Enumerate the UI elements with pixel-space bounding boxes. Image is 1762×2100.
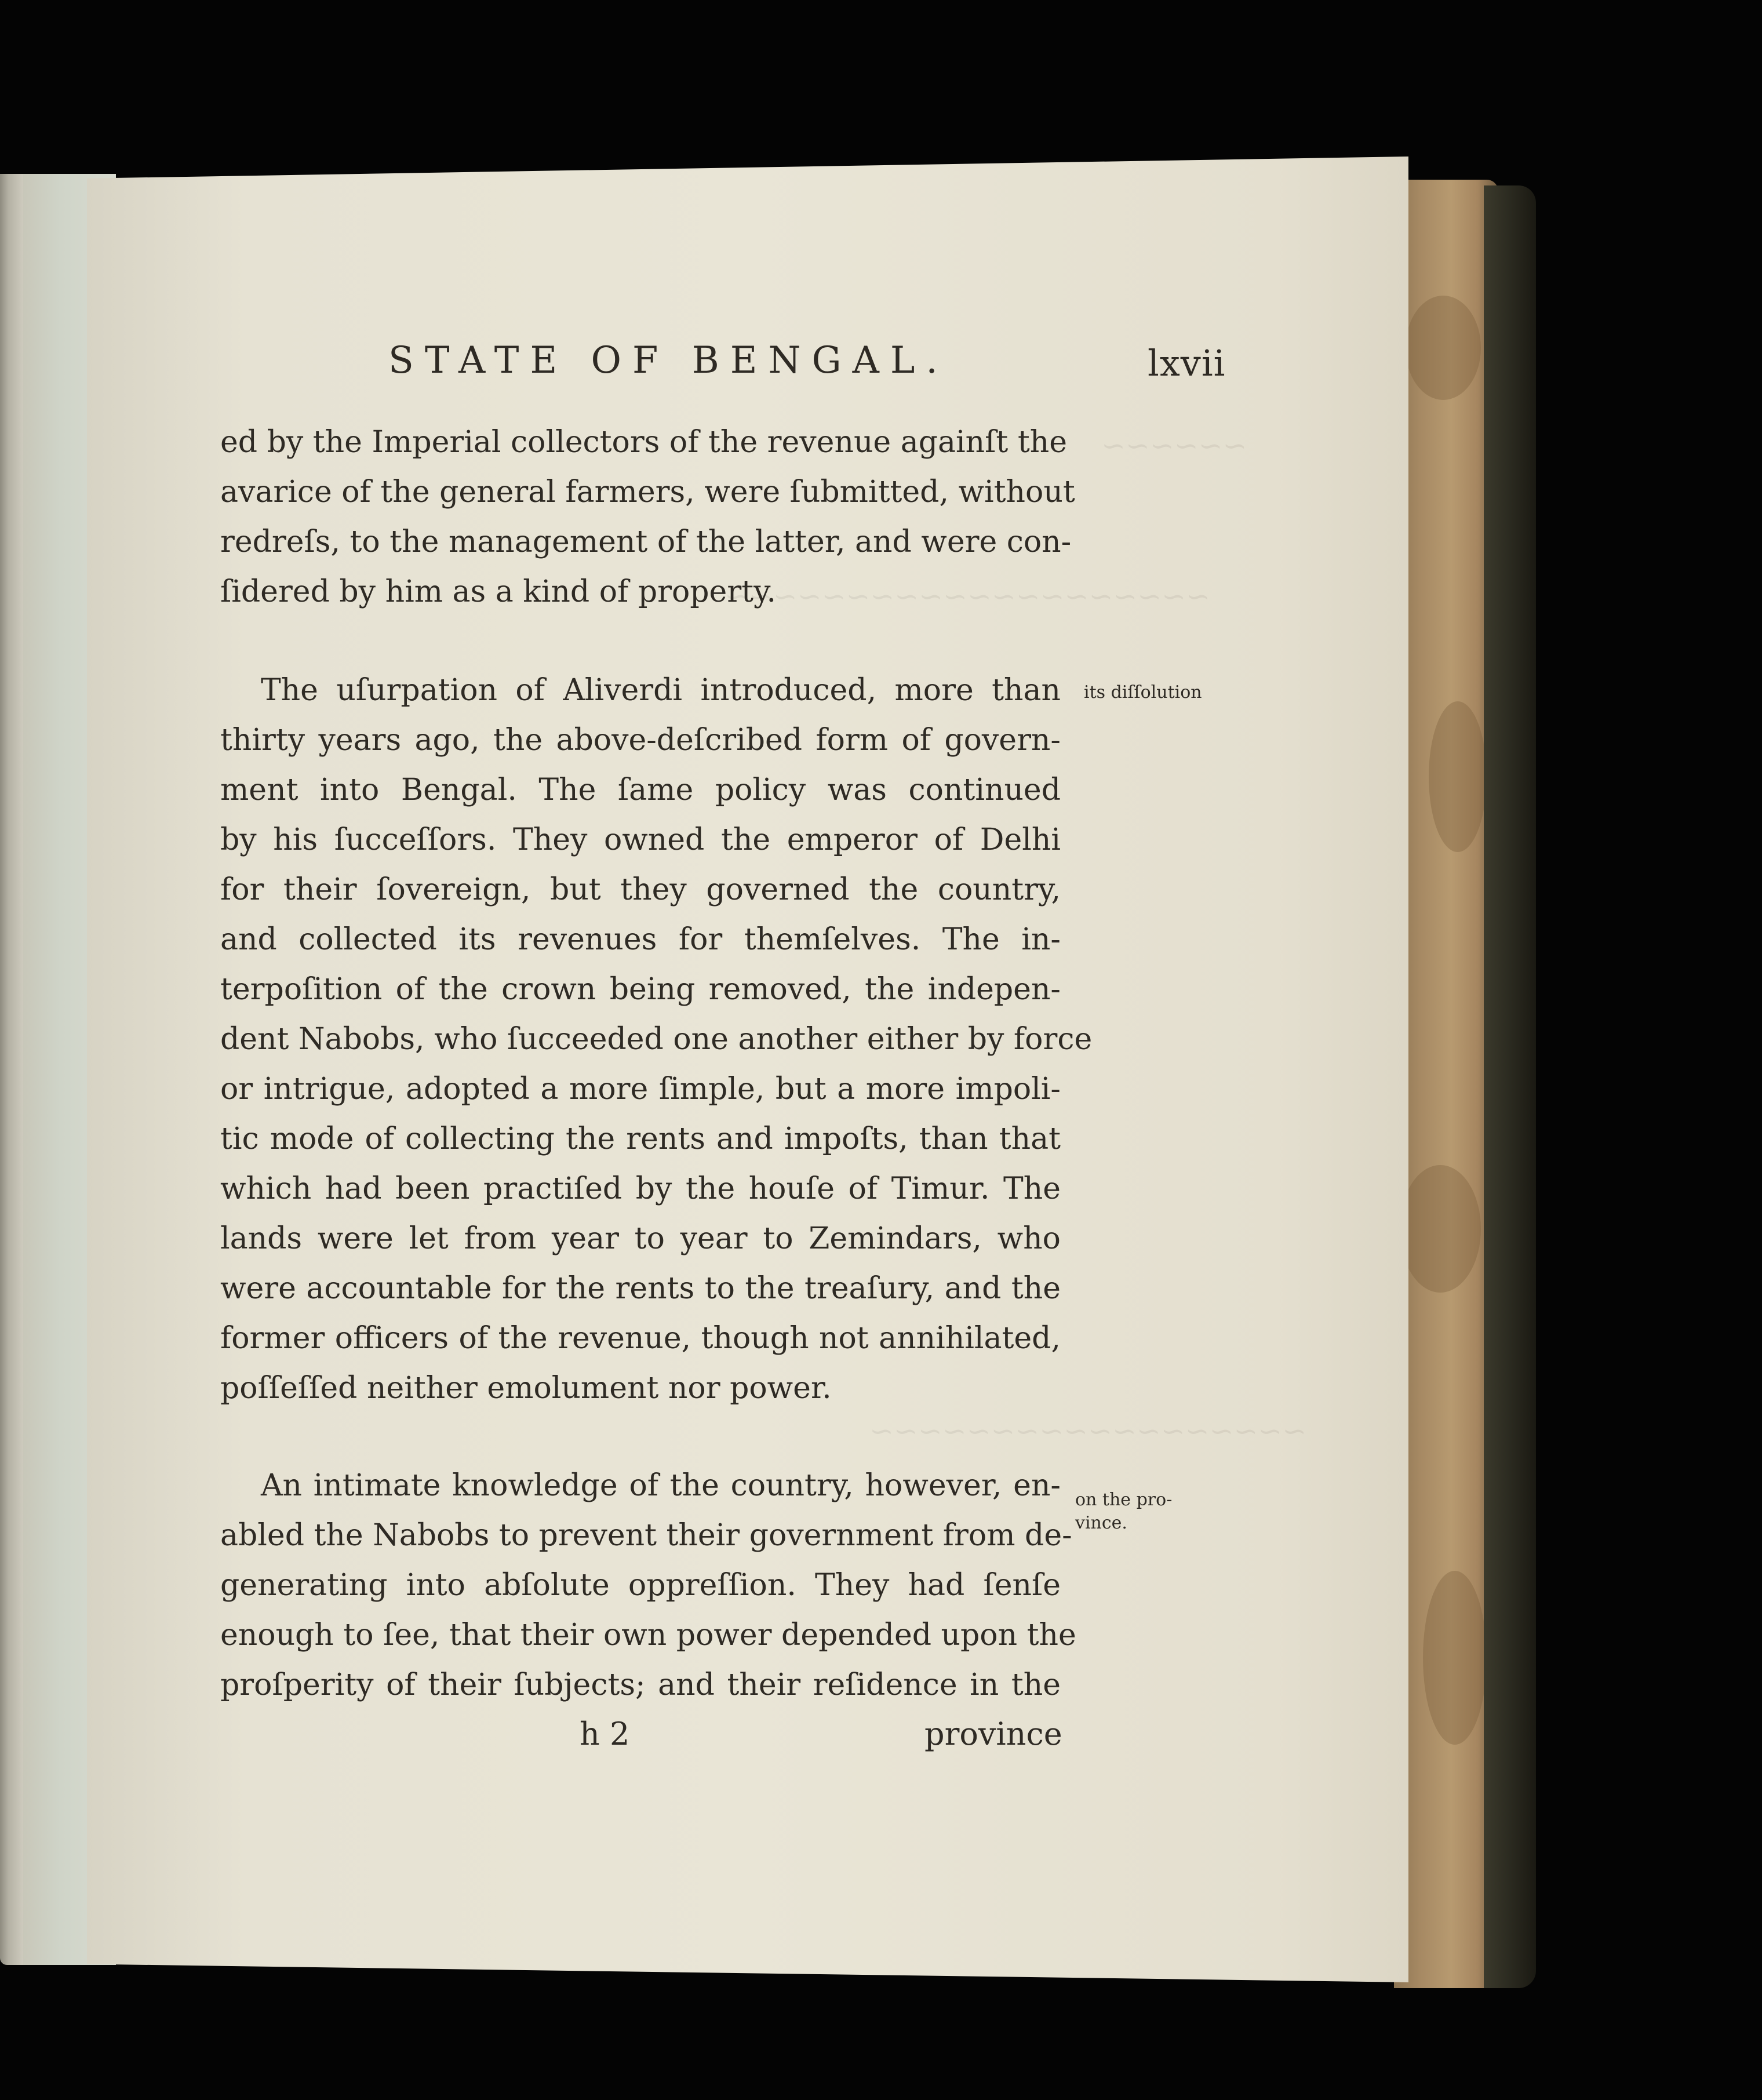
running-head: STATE OF BENGAL. bbox=[388, 339, 949, 382]
book-cover bbox=[1484, 185, 1536, 1988]
marginal-note-line: on the pro- bbox=[1075, 1490, 1173, 1510]
text-line: proſperity of their ſubjects; and their reſidence in the bbox=[220, 1668, 1061, 1702]
text-line: and collected its revenues for themſelves. The in- bbox=[220, 922, 1061, 957]
book-fore-edge bbox=[1394, 180, 1498, 1988]
text-line: tic mode of collecting the rents and impoſts, than that bbox=[220, 1122, 1061, 1156]
stain bbox=[1429, 701, 1487, 852]
text-line: avarice of the general farmers, were ſubmitted, without bbox=[220, 475, 1075, 509]
stain bbox=[1406, 296, 1481, 400]
show-through: ~~~~~~~~~~~~~~~~~~~~ bbox=[725, 580, 1210, 613]
show-through: ~~~~~~ bbox=[1101, 429, 1247, 463]
text-line: terpoſition of the crown being removed, the indepen- bbox=[220, 972, 1061, 1007]
text-line: lands were let from year to year to Zemindars, who bbox=[220, 1221, 1061, 1256]
text-line: generating into abſolute oppreſſion. They had ſenſe bbox=[220, 1568, 1061, 1603]
text-line: thirty years ago, the above-deſcribed form of govern- bbox=[220, 723, 1061, 758]
text-line: for their ſovereign, but they governed the country, bbox=[220, 872, 1061, 907]
signature-mark: h 2 bbox=[580, 1716, 630, 1752]
marginal-note-line: vince. bbox=[1075, 1513, 1127, 1533]
text-line: which had been practiſed by the houſe of Timur. The bbox=[220, 1171, 1061, 1206]
text-line: redreſs, to the management of the latter, and were con- bbox=[220, 525, 1072, 559]
paragraph-1 bbox=[220, 417, 1075, 617]
text-line: enough to ſee, that their own power depended upon the bbox=[220, 1618, 1076, 1653]
text-line: were accountable for the rents to the treaſury, and the bbox=[220, 1271, 1061, 1306]
marginal-note-dissolution: its diſſolution bbox=[1084, 682, 1202, 703]
stain bbox=[1400, 1165, 1481, 1293]
page-number: lxvii bbox=[1148, 342, 1226, 384]
text-line: abled the Nabobs to prevent their government from de- bbox=[220, 1518, 1072, 1553]
paragraph-3 bbox=[220, 1461, 1076, 1710]
text-line: The uſurpation of Aliverdi introduced, more than bbox=[261, 673, 1061, 708]
text-line: or intrigue, adopted a more ſimple, but a more impoli- bbox=[220, 1072, 1061, 1107]
catchword: province bbox=[924, 1716, 1062, 1752]
text-line: ment into Bengal. The ſame policy was continued bbox=[220, 773, 1061, 807]
text-line: ed by the Imperial collectors of the revenue againſt the bbox=[220, 425, 1067, 460]
paragraph-2 bbox=[220, 665, 1093, 1413]
show-through: ~~~~~~~~~~~~~~~~~~ bbox=[869, 1414, 1307, 1448]
text-line: by his ſucceſſors. They owned the emperor of Delhi bbox=[220, 822, 1061, 857]
text-line: poſſeſſed neither emolument nor power. bbox=[220, 1371, 832, 1406]
text-line: ſidered by him as a kind of property. bbox=[220, 574, 777, 609]
stain bbox=[1423, 1571, 1487, 1745]
text-line: dent Nabobs, who ſucceeded one another either by force bbox=[220, 1022, 1093, 1057]
text-line: An intimate knowledge of the country, however, en- bbox=[261, 1468, 1061, 1503]
text-line: former officers of the revenue, though not annihilated, bbox=[220, 1321, 1061, 1356]
marginal-note-province bbox=[1075, 1488, 1172, 1535]
